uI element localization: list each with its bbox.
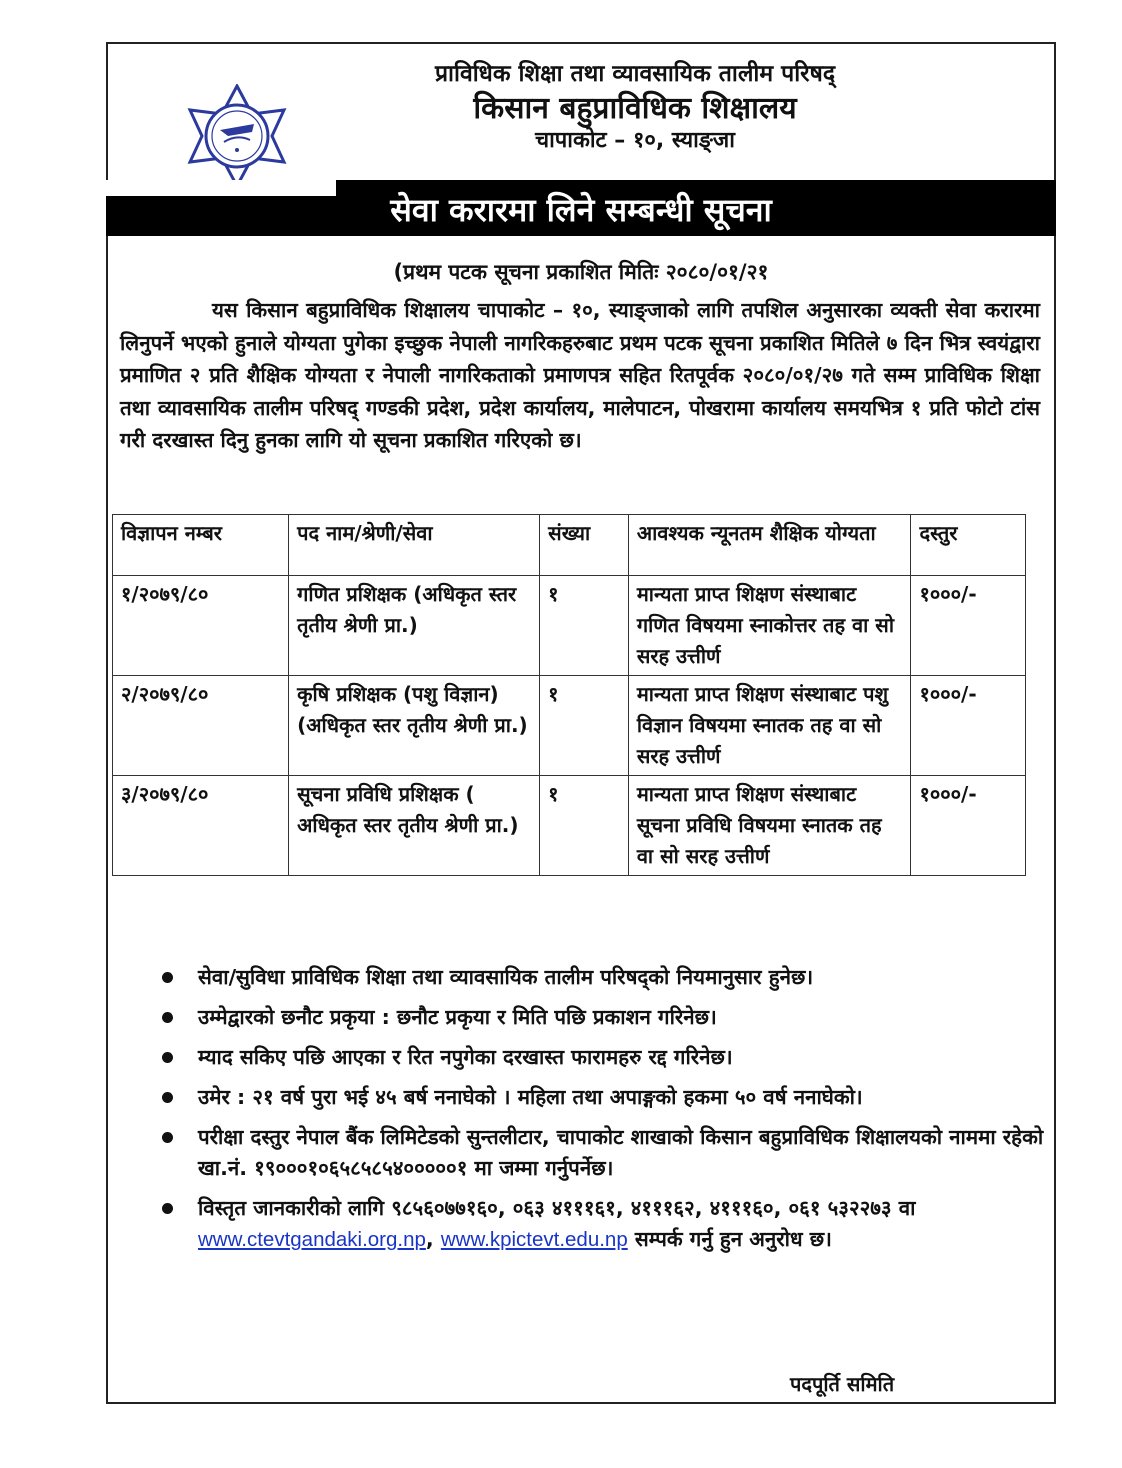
advert-number: १/२०७९/८० [113,576,289,676]
post-count: १ [540,676,629,776]
fee: १०००/- [911,576,1026,676]
fee: १०००/- [911,676,1026,776]
table-header-row [113,515,1026,576]
note-text: उम्मेद्वारको छनौट प्रकृया : छनौट प्रकृया र मिति पछि प्रकाशन गरिनेछ। [198,1005,717,1029]
qualification: मान्यता प्राप्त शिक्षण संस्थाबाट पशु विज्ञान विषयमा स्नातक तह वा सो सरह उत्तीर्ण [628,676,911,776]
table-row [113,776,1026,876]
note-text: म्याद सकिए पछि आएका र रित नपुगेका दरखास्त फारामहरु रद्द गरिनेछ। [198,1045,733,1069]
notice-paragraph: यस किसान बहुप्राविधिक शिक्षालय चापाकोट – १०, स्याङ्जाको लागि तपशिल अनुसारका व्यक्ती सेवा करारमा लिनुपर्ने भएको हुनाले योग्यता पुगेका इच्छुक नेपाली नागरिकहरुबाट प्रथम पटक सूचना प्रकाशित मितिले ७ दिन भित्र स्वयंद्वारा प्रमाणित २ प्रति शैक्षिक योग्यता र नेपाली नागरिकताको प्रमाणपत्र सहित रितपूर्वक २०८०/०१/२७ गते सम्म प्राविधिक शिक्षा तथा व्यावसायिक तालीम परिषद् गण्डकी प्रदेश, प्रदेश कार्यालय, मालेपाटन, पोखरामा कार्यालय समयभित्र १ प्रति फोटो टांस गरी दरखास्त दिनु हुनका लागि यो सूचना प्रकाशित गरिएको छ। [120,298,1040,452]
school-address: चापाकोट – १०, स्याङ्जा [535,128,735,153]
council-name: प्राविधिक शिक्षा तथा व्यावसायिक तालीम परिषद् [434,61,836,87]
list-item [158,1193,1048,1255]
school-name: किसान बहुप्राविधिक शिक्षालय [473,91,797,126]
link-separator: , [425,1227,441,1251]
list-item [158,1122,1048,1184]
fee: १०००/- [911,776,1026,876]
list-item [158,962,1048,993]
note-text: परीक्षा दस्तुर नेपाल बैंक लिमिटेडको सुन्तलीटार, चापाकोट शाखाको किसान बहुप्राविधिक शिक्षालयको नाममा रहेको खा.नं. १९०००१०६५८५८५४०००००१ मा जम्मा गर्नुपर्नेछ। [198,1125,1044,1180]
contact-suffix: सम्पर्क गर्नु हुन अनुरोध छ। [627,1227,832,1251]
notice-title: सेवा करारमा लिने सम्बन्धी सूचना [390,191,772,229]
col-count: संख्या [540,515,629,576]
contact-prefix: विस्तृत जानकारीको लागि ९८५६०७७१६०, ०६३ ४१११६१, ४१११६२, ४१११६०, ०६१ ५३२२७३ वा [198,1196,916,1220]
post-name: कृषि प्रशिक्षक (पशु विज्ञान) (अधिकृत स्तर तृतीय श्रेणी प्रा.) [289,676,540,776]
col-fee: दस्तुर [911,515,1026,576]
list-item [158,1082,1048,1113]
nepal-star-emblem-icon [168,84,306,188]
list-item [158,1002,1048,1033]
bullet-icon [162,972,173,983]
note-text: सेवा/सुविधा प्राविधिक शिक्षा तथा व्यावसायिक तालीम परिषद्को नियमानुसार हुनेछ। [198,965,814,989]
qualification: मान्यता प्राप्त शिक्षण संस्थाबाट सूचना प्रविधि विषयमा स्नातक तह वा सो सरह उत्तीर्ण [628,776,911,876]
table-row [113,676,1026,776]
signature-committee: पदपूर्ति समिति [790,1372,895,1396]
notes-list [158,962,1048,1264]
post-count: १ [540,776,629,876]
bullet-icon [162,1203,173,1214]
post-name: गणित प्रशिक्षक (अधिकृत स्तर तृतीय श्रेणी प्रा.) [289,576,540,676]
bullet-icon [162,1012,173,1023]
publication-date: (प्रथम पटक सूचना प्रकाशित मितिः २०८०/०१/२१ [393,260,769,284]
post-count: १ [540,576,629,676]
table-row [113,576,1026,676]
advert-number: २/२०७९/८० [113,676,289,776]
col-qualification: आवश्यक न्यूनतम शैक्षिक योग्यता [628,515,911,576]
col-post-name: पद नाम/श्रेणी/सेवा [289,515,540,576]
list-item [158,1042,1048,1073]
bullet-icon [162,1092,173,1103]
bullet-icon [162,1132,173,1143]
ctevt-gandaki-link[interactable]: www.ctevtgandaki.org.np [198,1228,426,1251]
vacancy-table [112,514,1026,876]
banner-notch [106,180,336,196]
bullet-icon [162,1052,173,1063]
note-text: उमेर : २१ वर्ष पुरा भई ४५ बर्ष ननाघेको । महिला तथा अपाङ्गको हकमा ५० वर्ष ननाघेको। [198,1085,863,1109]
qualification: मान्यता प्राप्त शिक्षण संस्थाबाट गणित विषयमा स्नाकोत्तर तह वा सो सरह उत्तीर्ण [628,576,911,676]
kpictevt-link[interactable]: www.kpictevt.edu.np [440,1228,628,1251]
advert-number: ३/२०७९/८० [113,776,289,876]
col-advert-number: विज्ञापन नम्बर [113,515,289,576]
post-name: सूचना प्रविधि प्रशिक्षक ( अधिकृत स्तर तृतीय श्रेणी प्रा.) [289,776,540,876]
